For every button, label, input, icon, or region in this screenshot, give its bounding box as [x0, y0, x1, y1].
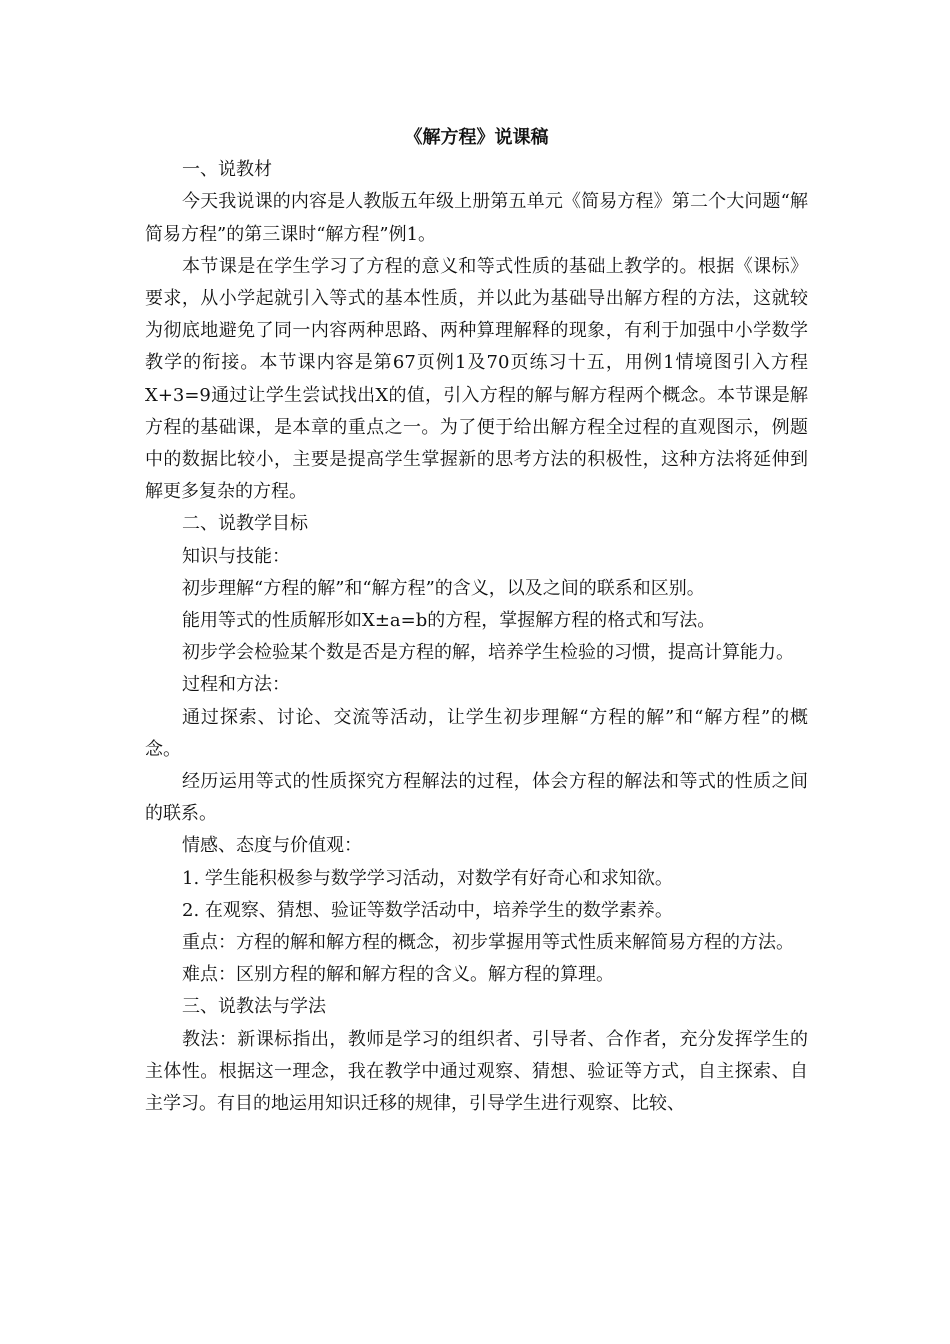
- paragraph: 初步理解“方程的解”和“解方程”的含义，以及之间的联系和区别。: [182, 577, 705, 599]
- paragraph: 教法：新课标指出，教师是学习的组织者、引导者、合作者，充分发挥学生的主体性。根据这一理念，我在教学中通过观察、猜想、验证等方式，自主探索、自主学习。有目的地运用知识迁移的规律，引导学生进行观察、比较、: [145, 1028, 808, 1115]
- difficult-point: 难点：区别方程的解和解方程的含义。解方程的算理。: [182, 964, 614, 986]
- section-heading-teaching-material: 一、说教材: [182, 159, 272, 181]
- paragraph: 经历运用等式的性质探究方程解法的过程，体会方程的解法和等式的性质之间的联系。: [145, 771, 808, 825]
- section-heading-objectives: 二、说教学目标: [182, 513, 308, 535]
- section-heading-methods: 三、说教法与学法: [182, 996, 326, 1018]
- paragraph: 今天我说课的内容是人教版五年级上册第五单元《简易方程》第二个大问题“解简易方程”的第三课时“解方程”例1。: [145, 191, 808, 245]
- key-point: 重点：方程的解和解方程的概念，初步掌握用等式性质来解简易方程的方法。: [182, 932, 794, 954]
- subheading-process-methods: 过程和方法：: [182, 674, 290, 696]
- paragraph: 初步学会检验某个数是否是方程的解，培养学生检验的习惯，提高计算能力。: [182, 642, 794, 664]
- paragraph: 通过探索、讨论、交流等活动，让学生初步理解“方程的解”和“解方程”的概念。: [145, 706, 808, 760]
- list-item: 1. 学生能积极参与数学学习活动，对数学有好奇心和求知欲。: [182, 867, 673, 889]
- subheading-attitudes-values: 情感、态度与价值观：: [182, 835, 362, 857]
- subheading-knowledge-skills: 知识与技能：: [182, 545, 290, 567]
- document-title: 《解方程》说课稿: [404, 127, 549, 148]
- paragraph: 能用等式的性质解形如X±a=b的方程，掌握解方程的格式和写法。: [182, 610, 716, 632]
- list-item: 2. 在观察、猜想、验证等数学活动中，培养学生的数学素养。: [182, 899, 673, 921]
- paragraph: 本节课是在学生学习了方程的意义和等式性质的基础上教学的。根据《课标》要求，从小学起就引入等式的基本性质，并以此为基础导出解方程的方法，这就较为彻底地避免了同一内容两种思路、两种算理解释的现象，有利于加强中小学数学教学的衔接。本节课内容是第67页例1及70页练习十五，用例1情境图引入方程X+3=9通过让学生尝试找出X的值，引入方程的解与解方程两个概念。本节课是解方程的基础课，是本章的重点之一。为了便于给出解方程全过程的直观图示，例题中的数据比较小，主要是提高学生掌握新的思考方法的积极性，这种方法将延伸到解更多复杂的方程。: [145, 255, 808, 503]
- document-body: [145, 122, 808, 1120]
